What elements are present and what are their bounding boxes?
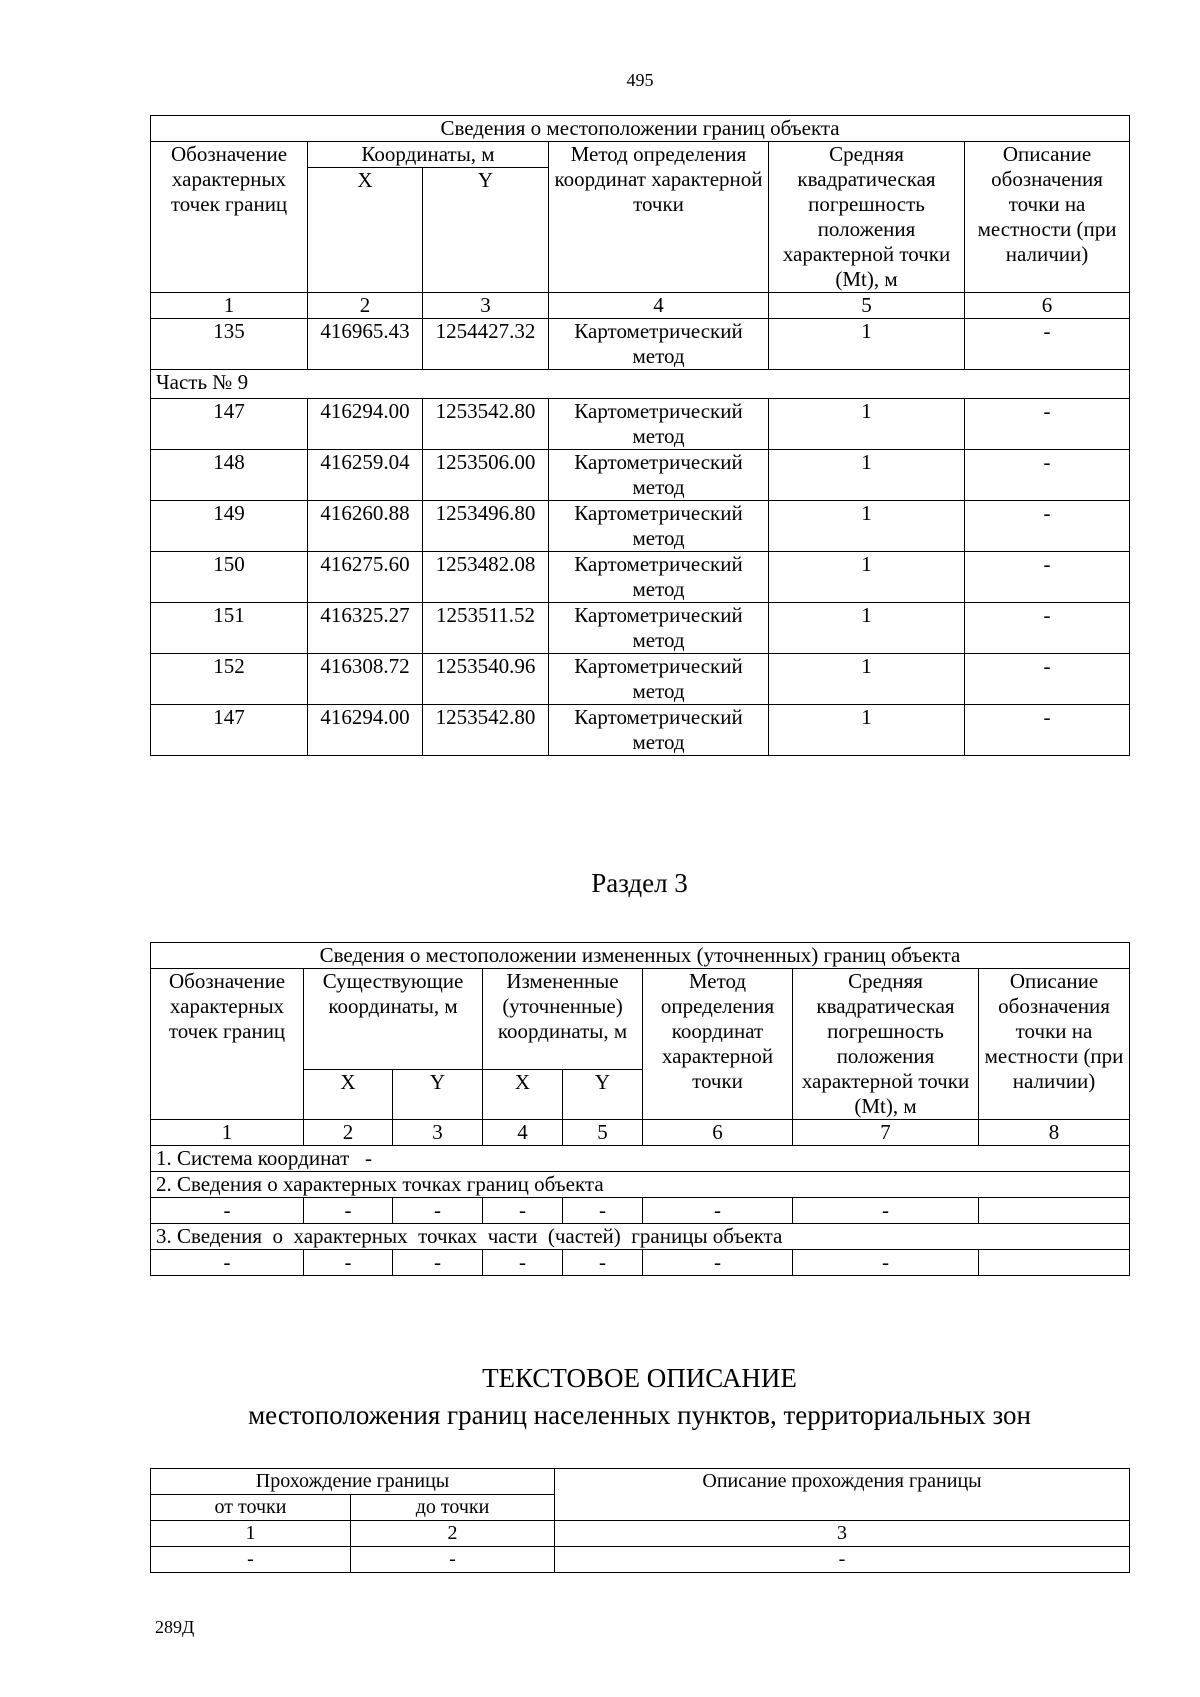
header-y: Y: [423, 168, 549, 293]
error-value: 1: [769, 552, 965, 603]
table-title: Сведения о местоположении измененных (уточненных) границ объекта: [151, 943, 1130, 969]
table-cell: -: [304, 1250, 393, 1276]
description: -: [965, 501, 1130, 552]
col-number: 1: [151, 1120, 304, 1146]
error-value: 1: [769, 654, 965, 705]
col-number: 1: [151, 1521, 351, 1547]
method: Картометрический метод: [549, 450, 769, 501]
table-row: [151, 603, 1130, 654]
header-y: Y: [563, 1070, 643, 1120]
description: -: [965, 603, 1130, 654]
table-cell: -: [304, 1198, 393, 1224]
points-section-label: 2. Сведения о характерных точках границ объекта: [151, 1172, 1130, 1198]
section-title: Раздел 3: [591, 868, 688, 898]
coord-y: 1253542.80: [423, 705, 549, 756]
header-from-point: от точки: [151, 1495, 351, 1521]
table-row: [151, 1198, 1130, 1224]
table-row: [151, 399, 1130, 450]
error-value: 1: [769, 319, 965, 370]
method: Картометрический метод: [549, 705, 769, 756]
description: -: [965, 552, 1130, 603]
method: Картометрический метод: [549, 319, 769, 370]
col-number: 2: [304, 1120, 393, 1146]
header-coords: Координаты, м: [308, 142, 549, 168]
point-id: 147: [151, 705, 308, 756]
header-changed: Измененные (уточненные) координаты, м: [483, 969, 643, 1070]
col-number: 5: [563, 1120, 643, 1146]
method: Картометрический метод: [549, 399, 769, 450]
table-cell: [979, 1250, 1130, 1276]
boundary-table: [150, 115, 1130, 756]
coord-x: 416965.43: [308, 319, 423, 370]
description: -: [965, 450, 1130, 501]
method: Картометрический метод: [549, 654, 769, 705]
coord-y: 1254427.32: [423, 319, 549, 370]
point-id: 147: [151, 399, 308, 450]
header-desc: Описание обозначения точки на местности (при наличии): [979, 969, 1130, 1120]
coord-x: 416294.00: [308, 705, 423, 756]
error-value: 1: [769, 705, 965, 756]
description: -: [965, 705, 1130, 756]
col-number: 7: [793, 1120, 979, 1146]
header-x: X: [308, 168, 423, 293]
table-cell: -: [351, 1547, 555, 1573]
coord-y: 1253506.00: [423, 450, 549, 501]
header-y: Y: [393, 1070, 483, 1120]
coord-y: 1253542.80: [423, 399, 549, 450]
coord-x: 416260.88: [308, 501, 423, 552]
table-row: [151, 1250, 1130, 1276]
point-id: 148: [151, 450, 308, 501]
coord-x: 416275.60: [308, 552, 423, 603]
header-error: Средняя квадратическая погрешность положения характерной точки (Mt), м: [793, 969, 979, 1120]
table-row: [151, 552, 1130, 603]
table-cell: -: [643, 1250, 793, 1276]
coord-x: 416308.72: [308, 654, 423, 705]
table-cell: [979, 1198, 1130, 1224]
error-value: 1: [769, 450, 965, 501]
header-point: Обозначение характерных точек границ: [151, 969, 304, 1120]
point-id: 135: [151, 319, 308, 370]
col-number: 3: [555, 1521, 1130, 1547]
col-number: 6: [965, 293, 1130, 319]
description: -: [965, 399, 1130, 450]
point-id: 152: [151, 654, 308, 705]
table-cell: -: [643, 1198, 793, 1224]
part-label: Часть № 9: [151, 370, 1130, 399]
table-cell: -: [483, 1198, 563, 1224]
table-row: [151, 450, 1130, 501]
text-description-title: ТЕКСТОВОЕ ОПИСАНИЕ: [482, 1363, 797, 1393]
table-row: [151, 1547, 1130, 1573]
table-cell: -: [151, 1547, 351, 1573]
coord-y: 1253482.08: [423, 552, 549, 603]
table-cell: -: [393, 1250, 483, 1276]
header-to-point: до точки: [351, 1495, 555, 1521]
method: Картометрический метод: [549, 501, 769, 552]
coordinate-system-label: 1. Система координат -: [151, 1146, 1130, 1172]
error-value: 1: [769, 501, 965, 552]
coord-x: 416259.04: [308, 450, 423, 501]
point-id: 149: [151, 501, 308, 552]
table-cell: -: [483, 1250, 563, 1276]
coord-y: 1253511.52: [423, 603, 549, 654]
table-row: [151, 705, 1130, 756]
coord-x: 416294.00: [308, 399, 423, 450]
col-number: 6: [643, 1120, 793, 1146]
boundary-passage-table: [150, 1468, 1130, 1573]
col-number: 5: [769, 293, 965, 319]
table-cell: -: [151, 1198, 304, 1224]
description: -: [965, 319, 1130, 370]
table-row: [151, 319, 1130, 370]
table-cell: -: [151, 1250, 304, 1276]
table-cell: -: [793, 1198, 979, 1224]
changed-boundary-table: [150, 942, 1130, 1276]
table-cell: -: [563, 1198, 643, 1224]
point-id: 150: [151, 552, 308, 603]
document-code: 289Д: [155, 1617, 195, 1637]
error-value: 1: [769, 603, 965, 654]
header-method: Метод определения координат характерной точки: [643, 969, 793, 1120]
header-x: X: [483, 1070, 563, 1120]
description: -: [965, 654, 1130, 705]
method: Картометрический метод: [549, 603, 769, 654]
col-number: 3: [393, 1120, 483, 1146]
parts-section-label: 3. Сведения о характерных точках части (частей) границы объекта: [151, 1224, 1130, 1250]
col-number: 2: [351, 1521, 555, 1547]
header-passage: Прохождение границы: [151, 1469, 555, 1495]
col-number: 1: [151, 293, 308, 319]
header-existing: Существующие координаты, м: [304, 969, 483, 1070]
col-number: 8: [979, 1120, 1130, 1146]
table-title: Сведения о местоположении границ объекта: [151, 116, 1130, 142]
header-x: X: [304, 1070, 393, 1120]
error-value: 1: [769, 399, 965, 450]
page-number: 495: [626, 70, 654, 90]
header-point: Обозначение характерных точек границ: [151, 142, 308, 293]
table-row: [151, 654, 1130, 705]
coord-y: 1253496.80: [423, 501, 549, 552]
coord-y: 1253540.96: [423, 654, 549, 705]
col-number: 3: [423, 293, 549, 319]
col-number: 4: [549, 293, 769, 319]
col-number: 4: [483, 1120, 563, 1146]
coord-x: 416325.27: [308, 603, 423, 654]
header-desc: Описание обозначения точки на местности (при наличии): [965, 142, 1130, 293]
header-error: Средняя квадратическая погрешность положения характерной точки (Mt), м: [769, 142, 965, 293]
header-description: Описание прохождения границы: [555, 1469, 1130, 1521]
point-id: 151: [151, 603, 308, 654]
table-cell: -: [555, 1547, 1130, 1573]
table-row: [151, 501, 1130, 552]
header-method: Метод определения координат характерной точки: [549, 142, 769, 293]
table-cell: -: [793, 1250, 979, 1276]
method: Картометрический метод: [549, 552, 769, 603]
table-cell: -: [563, 1250, 643, 1276]
text-description-subtitle: местоположения границ населенных пунктов, территориальных зон: [248, 1400, 1031, 1430]
table-cell: -: [393, 1198, 483, 1224]
col-number: 2: [308, 293, 423, 319]
